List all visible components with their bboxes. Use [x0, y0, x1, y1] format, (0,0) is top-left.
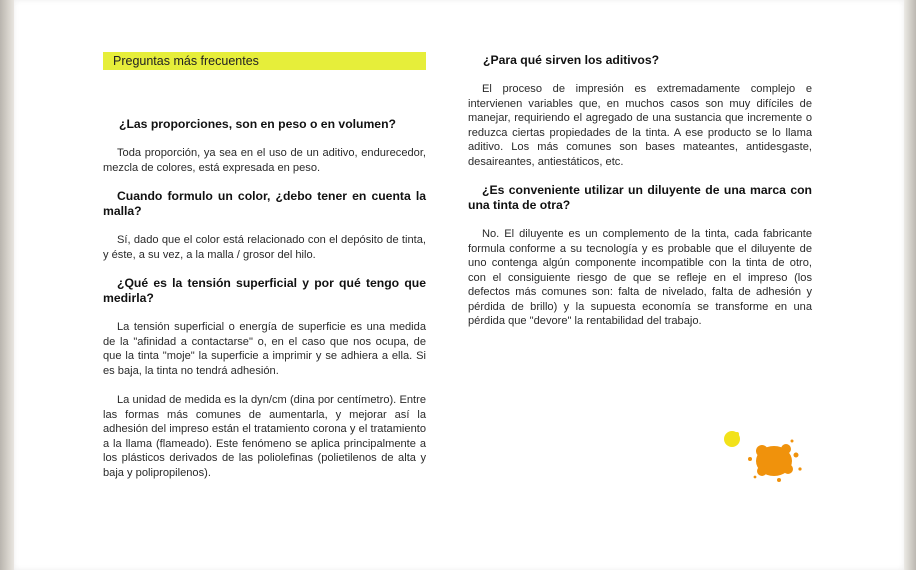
document-page: [14, 0, 904, 570]
question-proporciones: ¿Las proporciones, son en peso o en volumen?: [119, 117, 396, 131]
question-malla: Cuando formulo un color, ¿debo tener en cuenta la malla?: [103, 189, 426, 218]
answer-malla: Sí, dado que el color está relacionado con el depósito de tinta, y éste, a su vez, a la malla / grosor del hilo.: [103, 234, 426, 261]
answer-proporciones: Toda proporción, ya sea en el uso de un aditivo, endurecedor, mezcla de colores, está expresada en peso.: [103, 147, 426, 174]
answer-aditivos: El proceso de impresión es extremadamente complejo e intervienen variables que, en muchos casos son muy difíciles de manejar, requiriendo el agregado de una sustancia que incremente o reduzca ciertas propiedades de la tinta. A ese producto se lo llama aditivo. Los más comunes son bases mateantes, antidesgaste, desaireantes, antiestáticos, etc.: [468, 83, 812, 168]
answer-tension-superficial-1: La tensión superficial o energía de superficie es una medida de la "afinidad a contactarse" o, en el caso que nos ocupa, de que la tinta "moje" la superficie a imprimir y se adhiera a ella. Si es baja, la tinta no tendrá adhesión.: [103, 321, 426, 377]
ink-splat-icon: [722, 425, 812, 485]
question-diluyente: ¿Es conveniente utilizar un diluyente de una marca con una tinta de otra?: [468, 183, 812, 212]
page-edge-left: [0, 0, 14, 570]
answer-diluyente: No. El diluyente es un complemento de la tinta, cada fabricante formula conforme a su tecnología y es probable que el diluyente de uno contenga algún componente incompatible con la tinta de otro, con el consiguiente riesgo de que se refleje en el impreso (los defectos más comunes son: falta de nivelado, falta de adhesión y pérdida de brillo) y la supuesta economía se transforme en una pérdida que "devore" la rentabilidad del trabajo.: [468, 228, 812, 327]
section-title-banner: Preguntas más frecuentes: [103, 52, 426, 70]
question-tension-superficial: ¿Qué es la tensión superficial y por qué tengo que medirla?: [103, 276, 426, 305]
question-aditivos: ¿Para qué sirven los aditivos?: [483, 53, 660, 67]
page-edge-right: [904, 0, 916, 570]
answer-tension-superficial-2: La unidad de medida es la dyn/cm (dina por centímetro). Entre las formas más comunes de aumentarla, y mejorar así la adhesión del impreso están el tratamiento corona y el tratamiento a la llama (flameado). Este fenómeno se aplica principalmente a los plásticos derivados de las poliolefinas (polietilenos de alta y baja y polipropilenos).: [103, 394, 426, 479]
